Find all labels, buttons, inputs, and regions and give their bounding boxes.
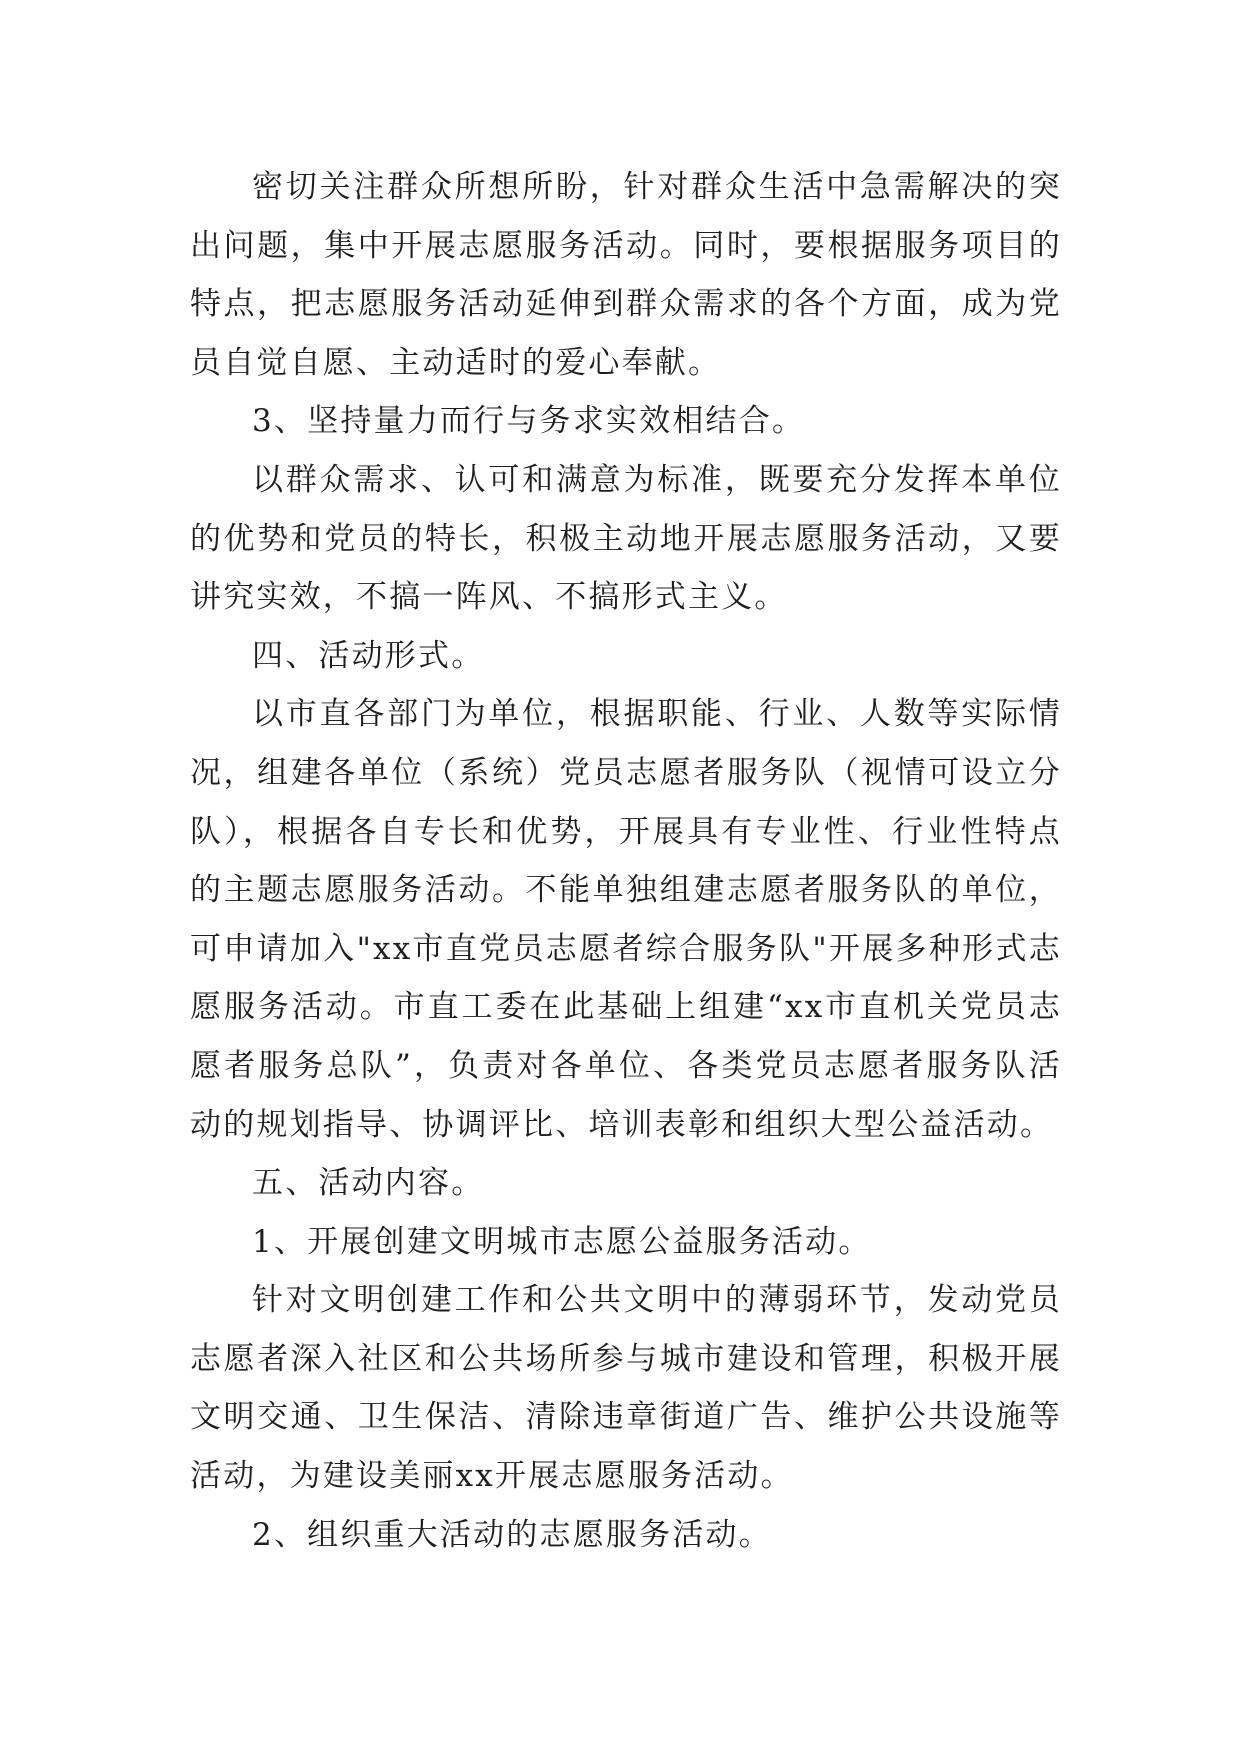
paragraph-principle-3-body: 以群众需求、认可和满意为标准，既要充分发挥本单位的优势和党员的特长，积极主动地开展志愿服务活动，又要讲究实效，不搞一阵风、不搞形式主义。 — [190, 461, 1062, 616]
paragraph-principle-3-heading: 3、坚持量力而行与务求实效相结合。 — [252, 403, 806, 440]
section-5-heading: 五、活动内容。 — [252, 1165, 485, 1202]
paragraph-civilized-city: 针对文明创建工作和公共文明中的薄弱环节，发动党员志愿者深入社区和公共场所参与城市建设和管理，积极开展文明交通、卫生保洁、清除违章街道广告、维护公共设施等活动，为建设美丽xx开展志愿服务活动。 — [190, 1282, 1062, 1495]
item-2-heading: 2、组织重大活动的志愿服务活动。 — [252, 1516, 772, 1553]
item-1-heading: 1、开展创建文明城市志愿公益服务活动。 — [252, 1223, 872, 1260]
section-4-heading: 四、活动形式。 — [252, 637, 485, 674]
paragraph-activity-form: 以市直各部门为单位，根据职能、行业、人数等实际情况，组建各单位（系统）党员志愿者服务队（视情可设立分队），根据各自专长和优势，开展具有专业性、行业性特点的主题志愿服务活动。不能单独组建志愿者服务队的单位，可申请加入"xx市直党员志愿者综合服务队"开展多种形式志愿服务活动。市直工委在此基础上组建“xx市直机关党员志愿者服务总队”，负责对各单位、各类党员志愿者服务队活动的规划指导、协调评比、培训表彰和组织大型公益活动。 — [190, 696, 1062, 1143]
paragraph-problem-focus: 密切关注群众所想所盼，针对群众生活中急需解决的突出问题，集中开展志愿服务活动。同时，要根据服务项目的特点，把志愿服务活动延伸到群众需求的各个方面，成为党员自觉自愿、主动适时的爱心奉献。 — [190, 169, 1062, 381]
document-body — [190, 158, 1062, 1564]
